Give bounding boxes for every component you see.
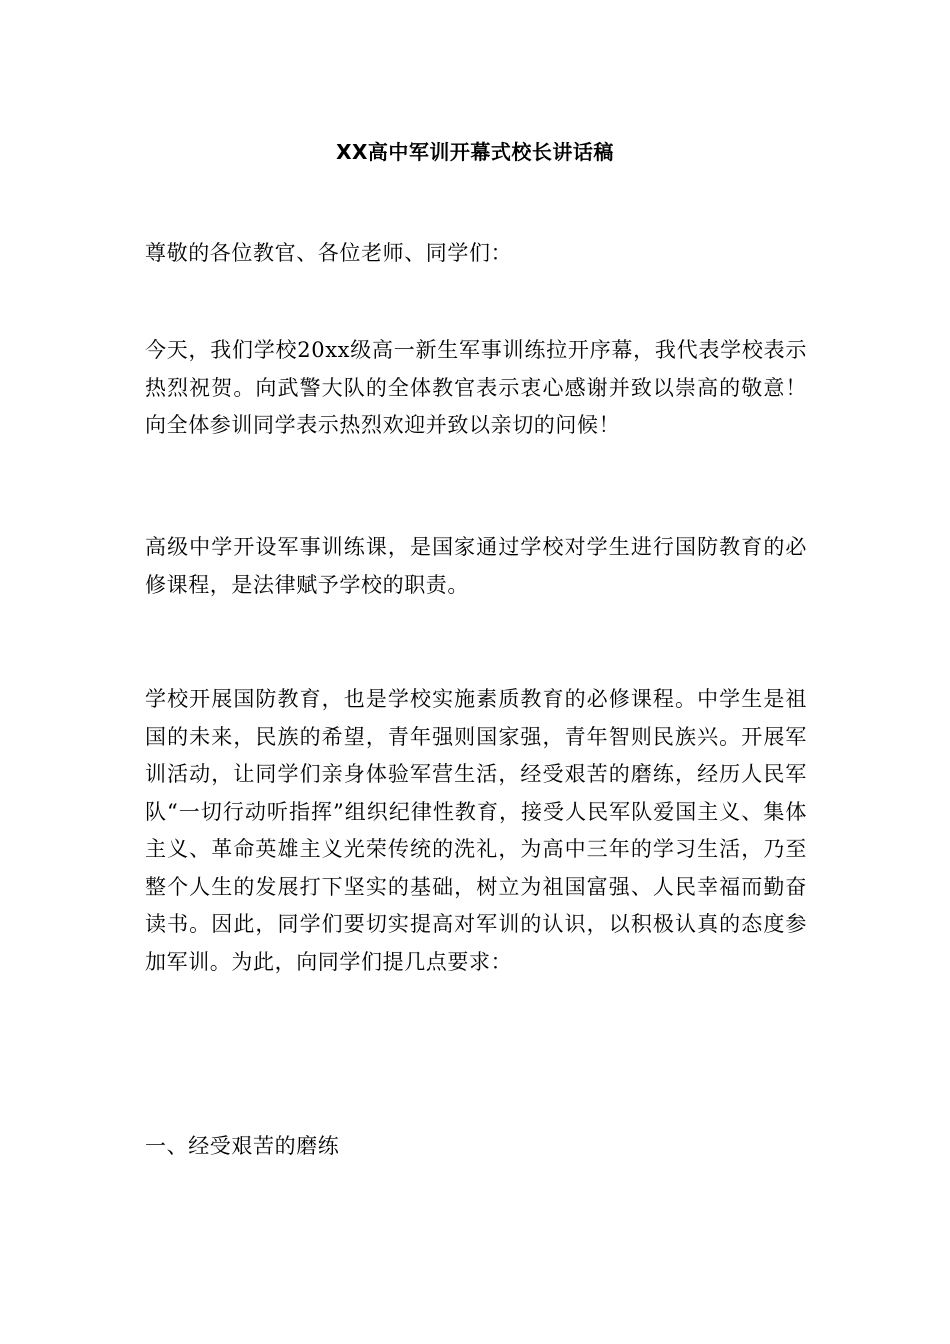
paragraph-course: 高级中学开设军事训练课，是国家通过学校对学生进行国防教育的必修课程，是法律赋予学校的职责。 bbox=[145, 535, 807, 597]
document-title: XX高中军训开幕式校长讲话稿 bbox=[336, 140, 614, 164]
greeting: 尊敬的各位教官、各位老师、同学们： bbox=[145, 241, 513, 265]
paragraph-opening: 今天，我们学校20xx级高一新生军事训练拉开序幕，我代表学校表示热烈祝贺。向武警大队的全体教官表示衷心感谢并致以崇高的敬意！向全体参训同学表示热烈欢迎并致以亲切的问候！ bbox=[145, 338, 807, 437]
paragraph-education: 学校开展国防教育，也是学校实施素质教育的必修课程。中学生是祖国的未来，民族的希望，青年强则国家强，青年智则民族兴。开展军训活动，让同学们亲身体验军营生活，经受艰苦的磨练，经历人民军队“一切行动听指挥”组织纪律性教育，接受人民军队爱国主义、集体主义、革命英雄主义光荣传统的洗礼，为高中三年的学习生活，乃至整个人生的发展打下坚实的基础，树立为祖国富强、人民幸福而勤奋读书。因此，同学们要切实提高对军训的认识，以积极认真的态度参加军训。为此，向同学们提几点要求： bbox=[145, 687, 807, 974]
section-heading-1: 一、经受艰苦的磨练 bbox=[145, 1134, 340, 1158]
